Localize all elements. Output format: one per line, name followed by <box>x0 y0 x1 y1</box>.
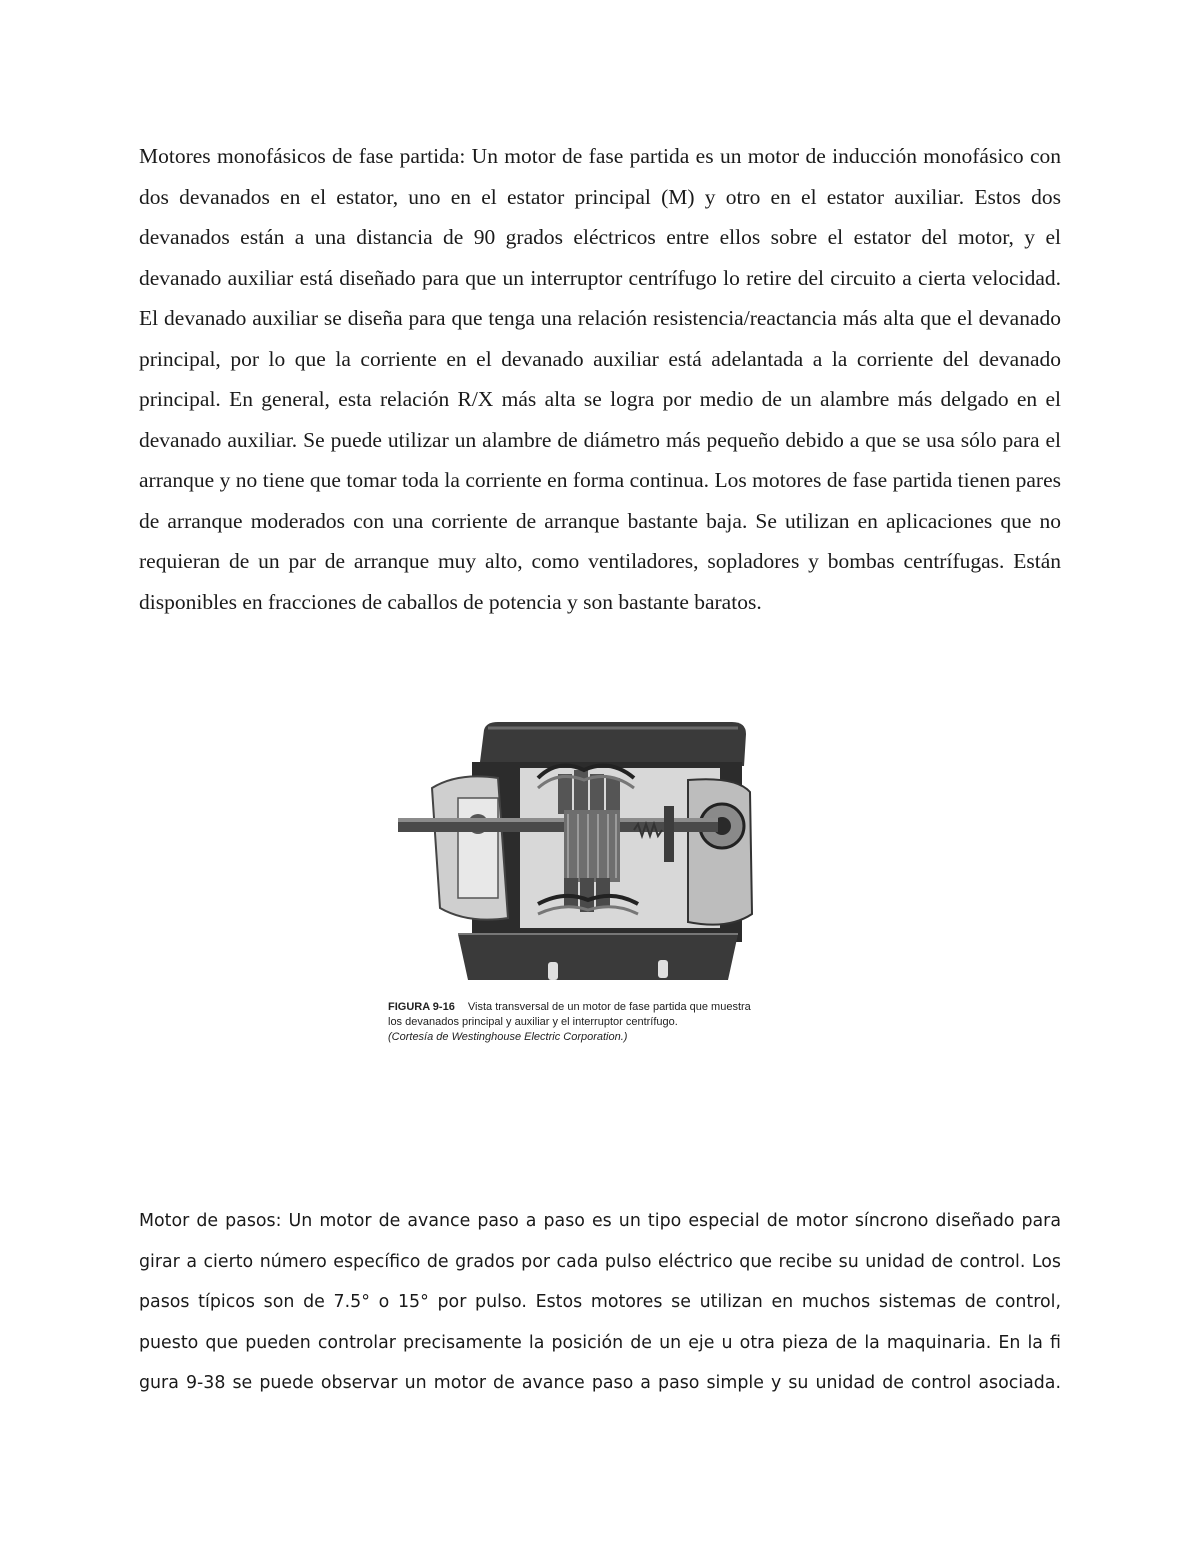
figure-caption-text: Vista transversal de un motor de fase partida que muestra los devanados principal y auxiliar y el interruptor centrífugo. <box>388 1001 751 1028</box>
figure-motor-cross-section <box>388 718 764 1045</box>
motor-cutaway-image <box>388 718 764 990</box>
figure-label: FIGURA 9-16 <box>388 1001 455 1013</box>
figure-credit: (Cortesía de Westinghouse Electric Corporation.) <box>388 1031 628 1043</box>
paragraph-split-phase-motors: Motores monofásicos de fase partida: Un motor de fase partida es un motor de inducción monofásico con dos devanados en el estator, uno en el estator principal (M) y otro en el estator auxiliar. Estos dos devanados están a una distancia de 90 grados eléctricos entre ellos sobre el estator del motor, y el devanado auxiliar está diseñado para que un interruptor centrífugo lo retire del circuito a cierta velocidad. El devanado auxiliar se diseña para que tenga una relación resistencia/reactancia más alta que el devanado principal, por lo que la corriente en el devanado auxiliar está adelantada a la corriente del devanado principal. En general, esta relación R/X más alta se logra por medio de un alambre más delgado en el devanado auxiliar. Se puede utilizar un alambre de diámetro más pequeño debido a que se usa sólo para el arranque y no tiene que tomar toda la corriente en forma continua. Los motores de fase partida tienen pares de arranque moderados con una corriente de arranque bastante baja. Se utilizan en aplicaciones que no requieran de un par de arranque muy alto, como ventiladores, sopladores y bombas centrífugas. Están disponibles en fracciones de caballos de potencia y son bastante baratos. <box>139 144 1061 614</box>
figure-caption <box>388 1000 764 1045</box>
paragraph-stepper-motor: Motor de pasos: Un motor de avance paso a paso es un tipo especial de motor síncrono diseñado para girar a cierto número específico de grados por cada pulso eléctrico que recibe su unidad de control. Los pasos típicos son de 7.5° o 15° por pulso. Estos motores se utilizan en muchos sistemas de control, puesto que pueden controlar precisamente la posición de un eje u otra pieza de la maquinaria. En la fi gura 9-38 se puede observar un motor de avance paso a paso simple y su unidad de control asociada. <box>139 1211 1061 1393</box>
